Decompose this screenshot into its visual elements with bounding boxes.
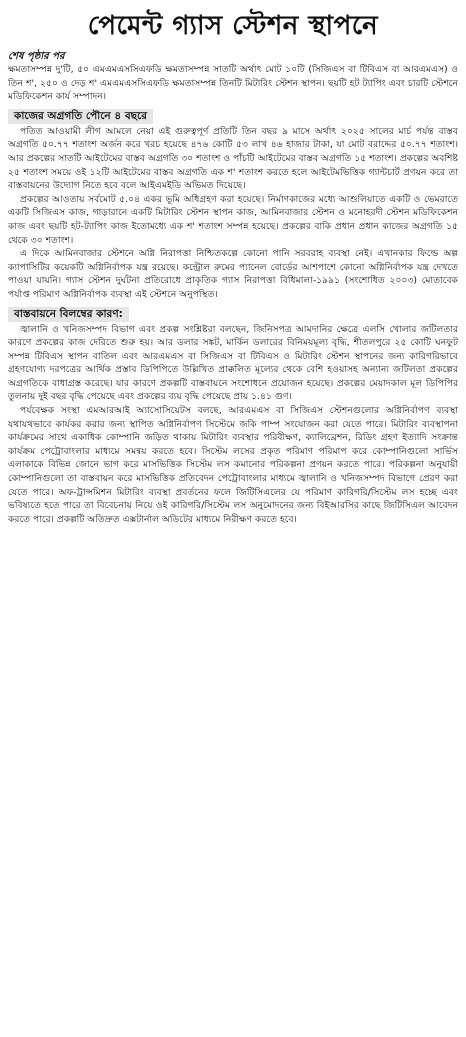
- subheading-delay-reasons: বাস্তবায়নে বিলম্বের কারণ:: [8, 307, 129, 322]
- article-headline: পেমেন্ট গ্যাস স্টেশন স্থাপনে: [87, 11, 379, 41]
- article: [0, 6, 466, 1037]
- body-paragraph: ক্ষমতাসম্পন্ন দু'টি, ৫০ এমএমএসসিএফডি ক্ষমতাসম্পন্ন সাতটি অর্থাৎ মোট ১০টি (সিজিএস বা টিবিএস বা আরএমএস) ও তিন শ', ২৫০ ও দেড় শ' এমএমএসসিএফডি ক্ষমতাসম্পন্ন তিনটি মিটারিং স্টেশন স্থাপন। ছয়টি হট ট্যাপিং এবং চারটি স্টেশনে মডিফিকেশন কার্য সম্পাদন।: [8, 64, 458, 103]
- body-paragraph: পর্যবেক্ষক সংস্থা এমআরআই অ্যাসোসিয়েটস বলছে, আরএমএস বা সিজিএস স্টেশনগুলোর অগ্নিনির্বাপণ ব্যবস্থা যথাযথভাবে কার্যকর করার জন্য স্থাপিত অগ্নিনির্বাপণ সিস্টেমে জকি পাম্প সংযোজন করা যেতে পারে। মিটারিং ব্যবস্থাপনা কার্যক্রমের সাথে একাধিক কোম্পানি জড়িত থাকায় মিটারিং ব্যবস্থার পরিবীক্ষণ, ক্যালিব্রেশন, রিডিং গ্রহণ ইত্যাদি সংক্রান্ত কার্যক্রম পেট্রোবাংলার মাধ্যমে সমন্বয় করতে হবে। সিস্টেম লসের প্রকৃত পরিমাণ পরিমাপ করে কোম্পানিগুলো সার্ভিস এলাকাকে বিভিন্ন জোনে ভাগ করে মাসভিত্তিক সিস্টেম লস কমানোর পরিকল্পনা প্রণয়ন করতে পারে। পরিকল্পনা অনুযায়ী কোম্পানিগুলো তা বাস্তবায়ন করে মাসভিত্তিক প্রতিবেদন পেট্রোবাংলার মাধ্যমে জ্বালানি ও খনিজসম্পদ বিভাগে প্রেরণ করা যেতে পারে। অফ-ট্রান্সমিশন মিটারিং ব্যবস্থা প্রবর্তনের ফলে জিটিসিএলের যে পরিমাণ কারিগরি/সিস্টেম লস হচ্ছে এবং ভবিষ্যতে হতে পারে তা বিবেচনায় নিয়ে ওই কারিগরি/সিস্টেম লস অনুমোদনের জন্য বিইআরসির কাছে জিটিসিএল আবেদন করতে পারে। প্রকল্পটি অতিদ্রুত এক্সটার্নাল অডিটের মাধ্যমে নিরীক্ষণ করতে হবে।: [8, 405, 458, 525]
- continued-from-label: শেষ পৃষ্ঠার পর: [8, 51, 65, 62]
- body-paragraph: পতিত আওয়ামী লীগ আমলে নেয়া এই গুরুত্বপূর্ণ প্রতিটি তিন বছর ৯ মাসে অর্থাৎ ২০২৫ সালের মার্চ পর্যন্ত বাস্তব অগ্রগতি ৫০.৭৭ শতাংশ অর্জন করে খরচ হয়েছে ৪৭৬ কোটি ৫৩ লাখ ৪৬ হাজার টাকা, যা মোট বরাদ্দের ৫০.৭৭ শতাংশ। আর প্রকল্পের সাতটি আইটেমের বাস্তব অগ্রগতি ৩০ শতাংশ ও পাঁচটি আইটেমের বাস্তব অগ্রগতি ১৫ শতাংশ। প্রকল্পের অবশিষ্ট ২৫ শতাংশ সময়ে ওই ১২টি আইটেমের বাস্তব অগ্রগতি এক শ' শতাংশ করতে হলে আইটেমভিত্তিক গ্যান্টচার্ট প্রণয়ন করে তা বাস্তবায়নের উদ্যোগ নিতে হবে বলে আইএমইডি অভিমত দিয়েছে।: [8, 125, 458, 192]
- body-paragraph: প্রকল্পের আওতায় সর্বমোট ৫.০৪ একর ভূমি অধিগ্রহণ করা হয়েছে। নির্মাণকাজের মধ্যে আশুলিয়াতে একটি ও ভেমরাতে একটি সিজিএস কাজ, গাড়ারানে একটি মিটারিং স্টেশন স্থাপন কাজ, আমিনবাজার স্টেশন ও মনোহরদী স্টেশন মডিফিকেশন কাজ এবং ছয়টি হট-ট্যাপিং কাজ ইতোমধ্যে এক শ' শতাংশ সম্পন্ন হয়েছে। প্রকল্পের বাকি প্রধান প্রধান কাজের অগ্রগতি ১৫ থেকে ৩০ শতাংশ।: [8, 193, 458, 246]
- subheading-progress: কাজের অগ্রগতি পৌনে ৪ বছরে: [8, 109, 153, 124]
- body-paragraph: এ দিকে আমিনবাজার স্টেশনে অগ্নি নিরাপত্তা নিশ্চিতকল্পে কোনো পানি সরবরাহ ব্যবস্থা নেই। এখানকার ফিল্ডে অল্প ক্যাপাসিটির কয়েকটি অগ্নিনির্বাপক যন্ত্র রয়েছে। কন্ট্রোল রুমের প্যানেল বোর্ডের আশপাশে কোনো অগ্নিনির্বাপক যন্ত্র দেখতে পাওয়া যায়নি। গ্যাস স্টেশন দুর্ঘটনা প্রতিরোধে প্রাকৃতিক গ্যাস নিরাপত্তা বিধিমালা-১৯৯১ (সংশোধিত ২০০৩) মোতাবেক পর্যাপ্ত পরিমাণ অগ্নিনির্বাপক ব্যবস্থা এই স্টেশনে অনুপস্থিত।: [8, 248, 458, 300]
- body-paragraph: জ্বালানি ও খনিজসম্পদ বিভাগ এবং প্রকল্প সংশ্লিষ্টরা বলছেন, জিনিসপত্র আমদানির ক্ষেত্রে এলসি খোলার জটিলতার কারণে প্রকল্পের কাজ দেরিতে শুরু হয়। আর ডলার সঙ্কট, মার্কিন ডলারের বিনিময়মূল্য বৃদ্ধি, শীতলপুরে ২৫ কোটি ঘনফুট সম্পন্ন টিবিএস স্থাপন বাতিল এবং আরএমএস বা সিজিএস বা টিবিএস ও মিটারিং স্টেশন স্থাপনের জন্য কারিগরিভাবে গ্রহণযোগ্য দরপত্রের আর্থিক প্রস্তাব ডিপিপিতে উল্লিখিত প্রাক্কলিত মূল্যের থেকে বেশি হওয়াসহ অন্যান্য জটিলতা প্রকল্পের অগ্রগতিকে বাধাগ্রস্ত করেছে। যার কারণে প্রকল্পটি বাস্তবায়নে সংশোধনে প্রয়োজন হয়েছে। প্রকল্পের মেয়াদকাল মূল ডিপিপির তুলনায় দুই বছর বৃদ্ধি পেয়েছে এবং প্রকল্পের ব্যয় বৃদ্ধি পেয়েছে প্রায় ১.৪১ গুণ।: [8, 323, 458, 403]
